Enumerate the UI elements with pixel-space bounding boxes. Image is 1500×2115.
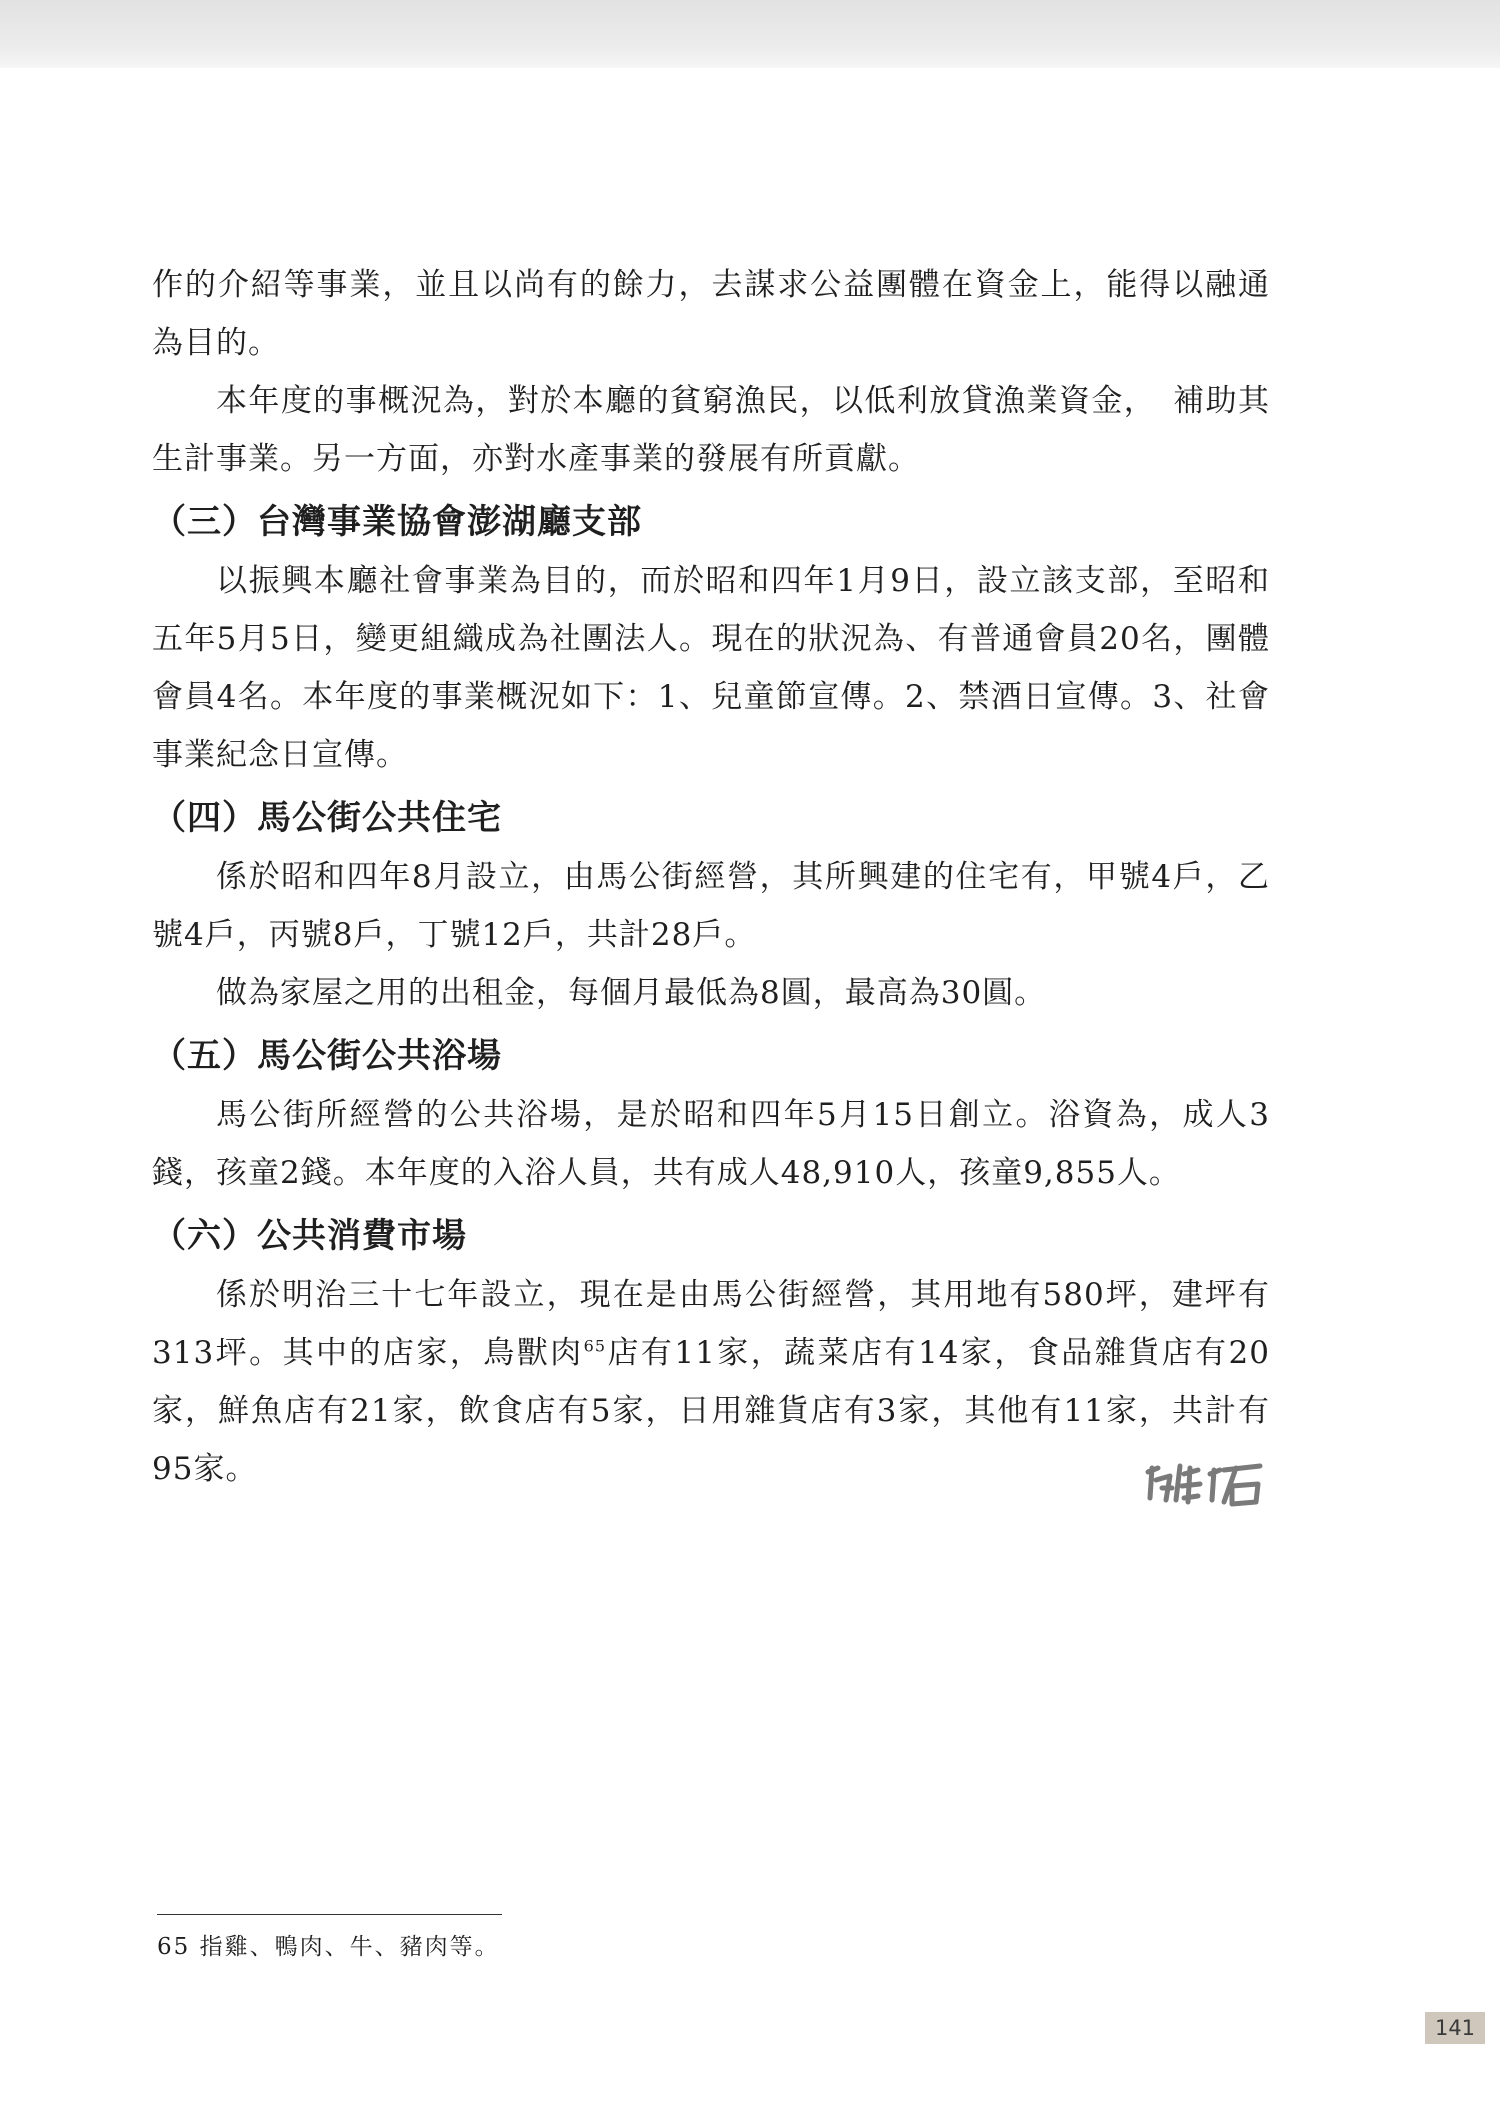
section-heading-6: （六）公共消費市場	[152, 1216, 467, 1256]
paragraph-3: 以振興本廳社會事業為目的，而於昭和四年1月9日，設立該支部，至昭和五年5月5日，變更組織成為社團法人。現在的狀況為、有普通會員20名，團體會員4名。本年度的事業概況如下：1、兒童節宣傳。2、禁酒日宣傳。3、社會事業紀念日宣傳。	[152, 563, 1270, 773]
footnote-65: 65 指雞、鴨肉、牛、豬肉等。	[157, 1934, 500, 1960]
paragraph-6: 馬公街所經營的公共浴場，是於昭和四年5月15日創立。浴資為，成人3錢，孩童2錢。本年度的入浴人員，共有成人48,910人，孩童9,855人。	[152, 1097, 1270, 1191]
footnote-reference: 65	[583, 1336, 606, 1356]
scan-top-shadow	[0, 0, 1500, 68]
paragraph-2: 本年度的事概況為，對於本廳的貧窮漁民，以低利放貸漁業資金， 補助其生計事業。另一方面，亦對水產事業的發展有所貢獻。	[152, 383, 1270, 477]
paragraph-4: 係於昭和四年8月設立，由馬公街經營，其所興建的住宅有，甲號4戶，乙號4戶，丙號8戶，丁號12戶，共計28戶。	[152, 859, 1270, 953]
calligraphy-seal-logo	[1140, 1458, 1270, 1508]
paragraph-5: 做為家屋之用的出租金，每個月最低為8圓，最高為30圓。	[216, 975, 1047, 1011]
page-body	[152, 256, 1270, 1498]
section-heading-3: （三）台灣事業協會澎湖廳支部	[152, 502, 642, 542]
section-heading-5: （五）馬公街公共浴場	[152, 1036, 502, 1076]
section-heading-4: （四）馬公街公共住宅	[152, 798, 502, 838]
paragraph-7	[152, 1266, 1270, 1498]
footnote-divider	[157, 1914, 502, 1915]
page-number: 141	[1425, 2012, 1485, 2044]
paragraph-7-part-2: 店有11家，蔬菜店有14家，食品雜貨店有20家，鮮魚店有21家，飲食店有5家，日用雜貨店有3家，其他有11家，共計有95家。	[152, 1335, 1270, 1487]
paragraph-7-part-1: 係於明治三十七年設立，現在是由馬公街經營，其用地有580坪，建坪有313坪。其中的店家，鳥獸肉	[152, 1277, 1270, 1371]
paragraph-1: 作的介紹等事業，並且以尚有的餘力，去謀求公益團體在資金上，能得以融通為目的。	[152, 267, 1270, 361]
